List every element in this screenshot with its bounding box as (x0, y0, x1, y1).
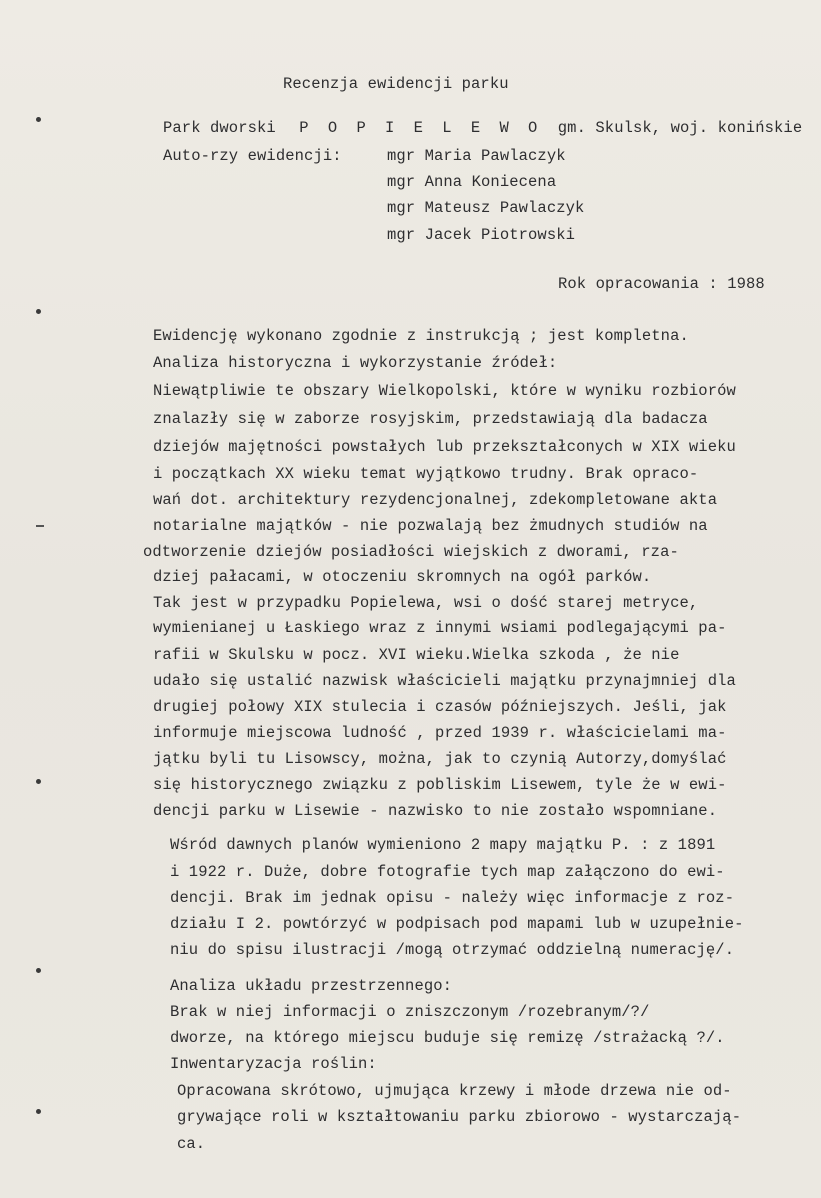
margin-dot (36, 1109, 41, 1114)
body-line: jątku byli tu Lisowscy, można, jak to czynią Autorzy,domyślać (153, 750, 727, 768)
body-line: Ewidencję wykonano zgodnie z instrukcją ; jest kompletna. (153, 327, 689, 345)
margin-dot (36, 968, 41, 973)
park-line (163, 118, 802, 138)
body-line: Tak jest w przypadku Popielewa, wsi o dość starej metryce, (153, 594, 699, 612)
body-line: dencji. Brak im jednak opisu - należy więc informacje z roz- (170, 889, 735, 907)
author-item: mgr Anna Koniecena (387, 173, 557, 191)
body-line: Opracowana skrótowo, ujmująca krzewy i młode drzewa nie od- (177, 1082, 732, 1100)
body-line: udało się ustalić nazwisk właścicieli majątku przynajmniej dla (153, 672, 736, 690)
body-line: drugiej połowy XIX stulecia i czasów późniejszych. Jeśli, jak (153, 698, 727, 716)
authors-label: Auto-rzy ewidencji: (163, 147, 342, 165)
body-line: notarialne majątków - nie pozwalają bez żmudnych studiów na (153, 517, 708, 535)
park-name: P O P I E L E W O (299, 119, 543, 137)
body-line: dziej pałacami, w otoczeniu skromnych na ogół parków. (153, 568, 652, 586)
body-line: ca. (177, 1135, 206, 1153)
body-line: niu do spisu ilustracji /mogą otrzymać oddzielną numerację/. (170, 941, 735, 959)
body-line: Brak w niej informacji o zniszczonym /rozebranym/?/ (170, 1003, 650, 1021)
body-line: grywające roli w kształtowaniu parku zbiorowo - wystarczają- (177, 1108, 742, 1126)
body-line: się historycznego związku z pobliskim Lisewem, tyle że w ewi- (153, 776, 727, 794)
margin-dot (36, 117, 41, 122)
body-line: znalazły się w zaborze rosyjskim, przedstawiają dla badacza (153, 410, 708, 428)
author-item: mgr Mateusz Pawlaczyk (387, 199, 585, 217)
margin-dot (36, 309, 41, 314)
body-line: dziejów majętności powstałych lub przekształconych w XIX wieku (153, 438, 736, 456)
author-item: mgr Maria Pawlaczyk (387, 147, 566, 165)
section-heading: Analiza układu przestrzennego: (170, 977, 453, 995)
body-line: i 1922 r. Duże, dobre fotografie tych map załączono do ewi- (170, 863, 725, 881)
year-line: Rok opracowania : 1988 (558, 275, 765, 293)
body-line: informuje miejscowa ludność , przed 1939 r. właścicielami ma- (153, 724, 727, 742)
section-heading: Inwentaryzacja roślin: (170, 1055, 377, 1073)
body-line: Wśród dawnych planów wymieniono 2 mapy majątku P. : z 1891 (170, 836, 716, 854)
body-line: działu I 2. powtórzyć w podpisach pod mapami lub w uzupełnie- (170, 915, 744, 933)
park-location: gm. Skulsk, woj. konińskie (557, 119, 803, 137)
body-line: wymienianej u Łaskiego wraz z innymi wsiami podlegającymi pa- (153, 619, 727, 637)
body-line: dencji parku w Lisewie - nazwisko to nie zostało wspomniane. (153, 802, 718, 820)
margin-dot (36, 779, 41, 784)
body-line: Analiza historyczna i wykorzystanie źródeł: (153, 354, 558, 372)
body-line: Niewątpliwie te obszary Wielkopolski, które w wyniku rozbiorów (153, 382, 736, 400)
body-line: dworze, na którego miejscu buduje się remizę /strażacką ?/. (170, 1029, 725, 1047)
margin-tick (36, 525, 44, 527)
park-prefix: Park dworski (163, 119, 276, 137)
document-title: Recenzja ewidencji parku (283, 75, 509, 93)
body-line: i początkach XX wieku temat wyjątkowo trudny. Brak opraco- (153, 465, 699, 483)
author-item: mgr Jacek Piotrowski (387, 226, 576, 244)
body-line: rafii w Skulsku w pocz. XVI wieku.Wielka szkoda , że nie (153, 646, 680, 664)
body-line: odtworzenie dziejów posiadłości wiejskich z dworami, rza- (143, 543, 679, 561)
body-line: wań dot. architektury rezydencjonalnej, zdekompletowane akta (153, 491, 718, 509)
